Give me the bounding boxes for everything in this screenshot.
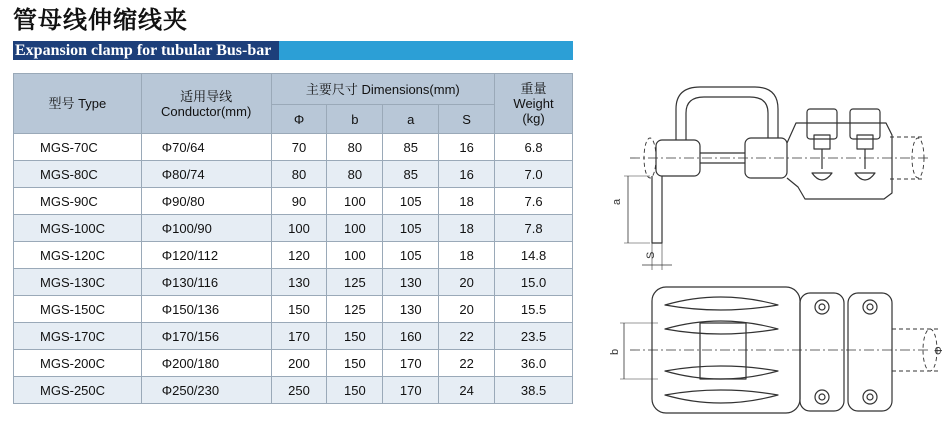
cell-model: MGS-250C [14, 377, 142, 404]
header-weight [495, 74, 573, 134]
page-title-zh: 管母线伸缩线夹 [13, 6, 188, 34]
cell-phi: 90 [271, 188, 327, 215]
table-row [14, 269, 573, 296]
top-view [620, 287, 940, 413]
cell-a: 170 [383, 377, 439, 404]
cell-conductor: Φ120/112 [141, 242, 271, 269]
header-type: 型号 Type [14, 74, 142, 134]
cell-conductor: Φ200/180 [141, 350, 271, 377]
header-a: a [383, 105, 439, 134]
cell-weight: 7.6 [495, 188, 573, 215]
cell-phi: 80 [271, 161, 327, 188]
cell-s: 24 [439, 377, 495, 404]
dimension-label-b: b [609, 348, 621, 355]
cell-b: 80 [327, 161, 383, 188]
cell-phi: 250 [271, 377, 327, 404]
cell-a: 160 [383, 323, 439, 350]
cell-s: 16 [439, 134, 495, 161]
cell-a: 85 [383, 134, 439, 161]
side-view [624, 87, 930, 270]
cell-b: 80 [327, 134, 383, 161]
page-title-en: Expansion clamp for tubular Bus-bar [13, 41, 279, 60]
cell-model: MGS-170C [14, 323, 142, 350]
cell-phi: 170 [271, 323, 327, 350]
cell-conductor: Φ100/90 [141, 215, 271, 242]
dimension-label-a: a [611, 198, 623, 205]
cell-b: 150 [327, 350, 383, 377]
cell-a: 105 [383, 242, 439, 269]
cell-model: MGS-200C [14, 350, 142, 377]
cell-phi: 100 [271, 215, 327, 242]
cell-conductor: Φ130/116 [141, 269, 271, 296]
header-conductor-zh: 适用导线 [180, 88, 233, 104]
title-banner [13, 41, 573, 60]
cell-weight: 7.0 [495, 161, 573, 188]
header-weight-unit: (kg) [522, 111, 545, 126]
cell-b: 150 [327, 377, 383, 404]
cell-conductor: Φ80/74 [141, 161, 271, 188]
cell-s: 22 [439, 350, 495, 377]
cell-a: 170 [383, 350, 439, 377]
header-weight-en: Weight [513, 96, 554, 111]
cell-b: 100 [327, 242, 383, 269]
cell-s: 18 [439, 242, 495, 269]
cell-model: MGS-90C [14, 188, 142, 215]
table-row [14, 215, 573, 242]
cell-weight: 15.0 [495, 269, 573, 296]
cell-a: 105 [383, 215, 439, 242]
cell-s: 22 [439, 323, 495, 350]
cell-conductor: Φ70/64 [141, 134, 271, 161]
cell-model: MGS-120C [14, 242, 142, 269]
table-row [14, 134, 573, 161]
cell-s: 18 [439, 188, 495, 215]
spec-table [13, 73, 573, 404]
table-row [14, 350, 573, 377]
cell-b: 100 [327, 215, 383, 242]
cell-model: MGS-70C [14, 134, 142, 161]
cell-phi: 200 [271, 350, 327, 377]
table-row [14, 242, 573, 269]
cell-s: 20 [439, 296, 495, 323]
cell-s: 20 [439, 269, 495, 296]
cell-weight: 15.5 [495, 296, 573, 323]
cell-conductor: Φ170/156 [141, 323, 271, 350]
cell-model: MGS-150C [14, 296, 142, 323]
cell-weight: 7.8 [495, 215, 573, 242]
header-conductor-en: Conductor(mm) [161, 103, 252, 119]
cell-conductor: Φ250/230 [141, 377, 271, 404]
cell-weight: 14.8 [495, 242, 573, 269]
cell-b: 100 [327, 188, 383, 215]
cell-model: MGS-100C [14, 215, 142, 242]
table-row [14, 161, 573, 188]
cell-model: MGS-80C [14, 161, 142, 188]
cell-phi: 120 [271, 242, 327, 269]
cell-a: 130 [383, 269, 439, 296]
cell-weight: 23.5 [495, 323, 573, 350]
cell-conductor: Φ150/136 [141, 296, 271, 323]
table-row [14, 296, 573, 323]
cell-model: MGS-130C [14, 269, 142, 296]
cell-phi: 130 [271, 269, 327, 296]
header-s: S [439, 105, 495, 134]
header-phi: Φ [271, 105, 327, 134]
header-conductor [141, 74, 271, 134]
cell-weight: 38.5 [495, 377, 573, 404]
cell-s: 16 [439, 161, 495, 188]
cell-b: 150 [327, 323, 383, 350]
header-weight-zh: 重量 [520, 81, 547, 96]
cell-b: 125 [327, 269, 383, 296]
table-row [14, 188, 573, 215]
dimension-label-s: S [645, 251, 657, 259]
cell-phi: 70 [271, 134, 327, 161]
cell-phi: 150 [271, 296, 327, 323]
cell-conductor: Φ90/80 [141, 188, 271, 215]
header-dimensions: 主要尺寸 Dimensions(mm) [271, 74, 494, 105]
dimension-label-phi: Φ [933, 346, 945, 355]
clamp-technical-drawing [600, 75, 945, 420]
table-row [14, 323, 573, 350]
cell-s: 18 [439, 215, 495, 242]
table-row [14, 377, 573, 404]
cell-weight: 36.0 [495, 350, 573, 377]
cell-a: 130 [383, 296, 439, 323]
cell-weight: 6.8 [495, 134, 573, 161]
cell-b: 125 [327, 296, 383, 323]
header-b: b [327, 105, 383, 134]
cell-a: 105 [383, 188, 439, 215]
cell-a: 85 [383, 161, 439, 188]
